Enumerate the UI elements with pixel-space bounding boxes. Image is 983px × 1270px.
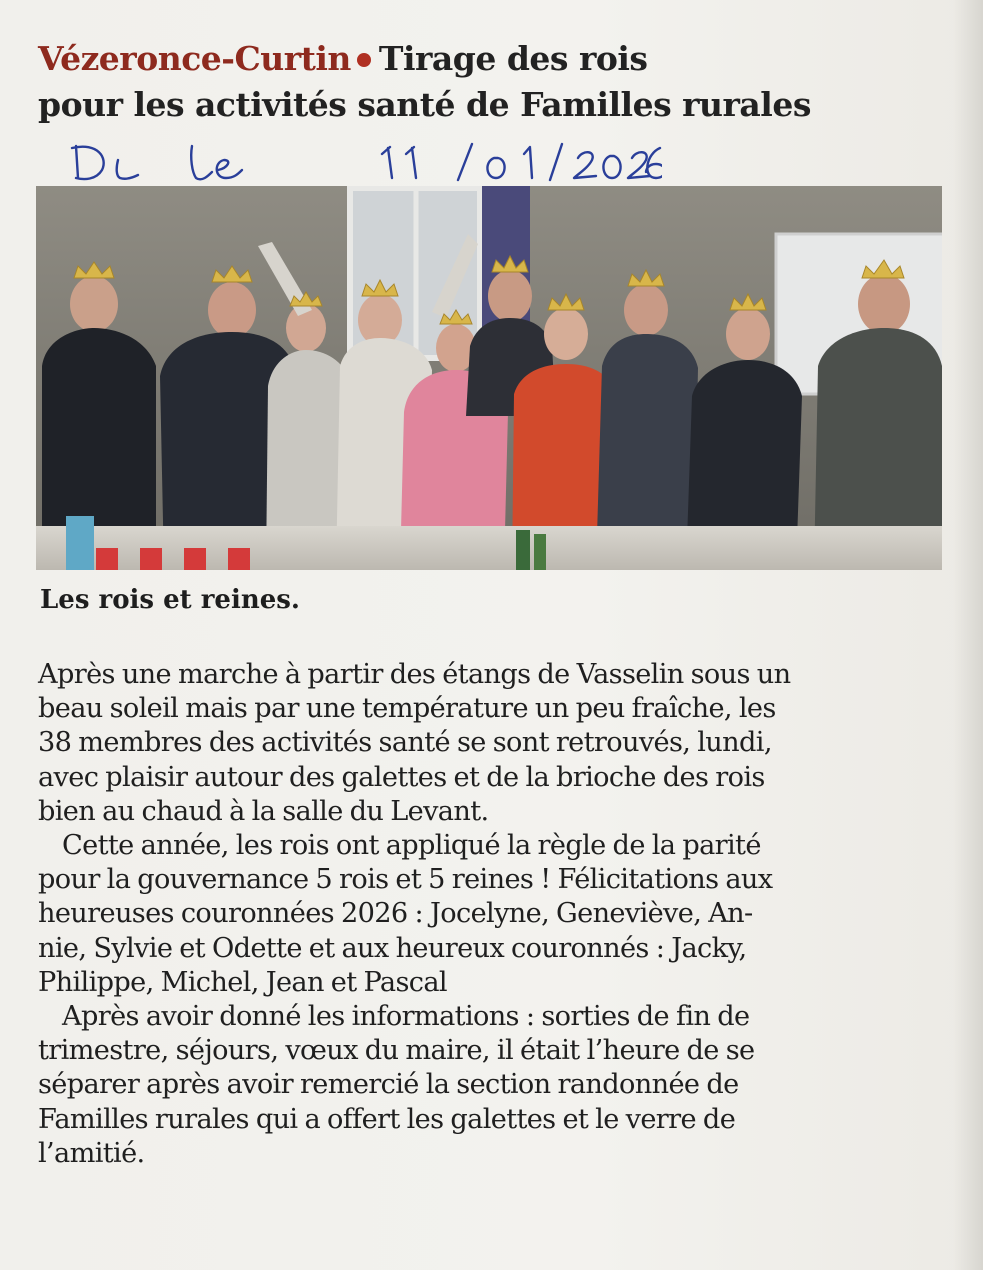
- body-line: heureuses couronnées 2026 : Jocelyne, Geneviève, An-: [38, 898, 753, 930]
- headline-title-part1: Tirage des rois: [378, 39, 648, 78]
- group-photo: [36, 186, 942, 570]
- body-line: Philippe, Michel, Jean et Pascal: [38, 966, 447, 998]
- body-line: Cette année, les rois ont appliqué la règle de la parité: [62, 830, 761, 862]
- body-line: Après une marche à partir des étangs de Vasselin sous un: [38, 659, 791, 690]
- headline-place: Vézeronce-Curtin: [38, 39, 351, 78]
- handwritten-signature-icon: [62, 138, 662, 188]
- paper-edge-shadow: [953, 0, 983, 1270]
- photo-caption: Les rois et reines.: [40, 585, 300, 615]
- body-line: Après avoir donné les informations : sorties de fin de: [62, 1001, 750, 1033]
- article-body: [38, 658, 943, 1171]
- body-line: trimestre, séjours, vœux du maire, il était l’heure de se: [38, 1035, 755, 1067]
- article-headline: [38, 36, 938, 128]
- body-line: beau soleil mais par une température un peu fraîche, les: [38, 693, 776, 725]
- body-line: nie, Sylvie et Odette et aux heureux couronnés : Jacky,: [38, 932, 747, 964]
- body-line: avec plaisir autour des galettes et de la brioche des rois: [38, 761, 765, 793]
- body-line: séparer après avoir remercié la section randonnée de: [38, 1069, 739, 1101]
- bullet-dot-icon: [357, 53, 371, 67]
- body-line: l’amitié.: [38, 1137, 145, 1169]
- body-line: bien au chaud à la salle du Levant.: [38, 795, 489, 827]
- headline-title-part2: pour les activités santé de Familles rurales: [38, 85, 811, 124]
- body-line: Familles rurales qui a offert les galettes et le verre de: [38, 1103, 736, 1135]
- group-photo-illustration: [36, 186, 942, 570]
- handwritten-date-note: [62, 138, 662, 188]
- body-line: pour la gouvernance 5 rois et 5 reines ! Félicitations aux: [38, 864, 773, 896]
- body-line: 38 membres des activités santé se sont retrouvés, lundi,: [38, 727, 772, 759]
